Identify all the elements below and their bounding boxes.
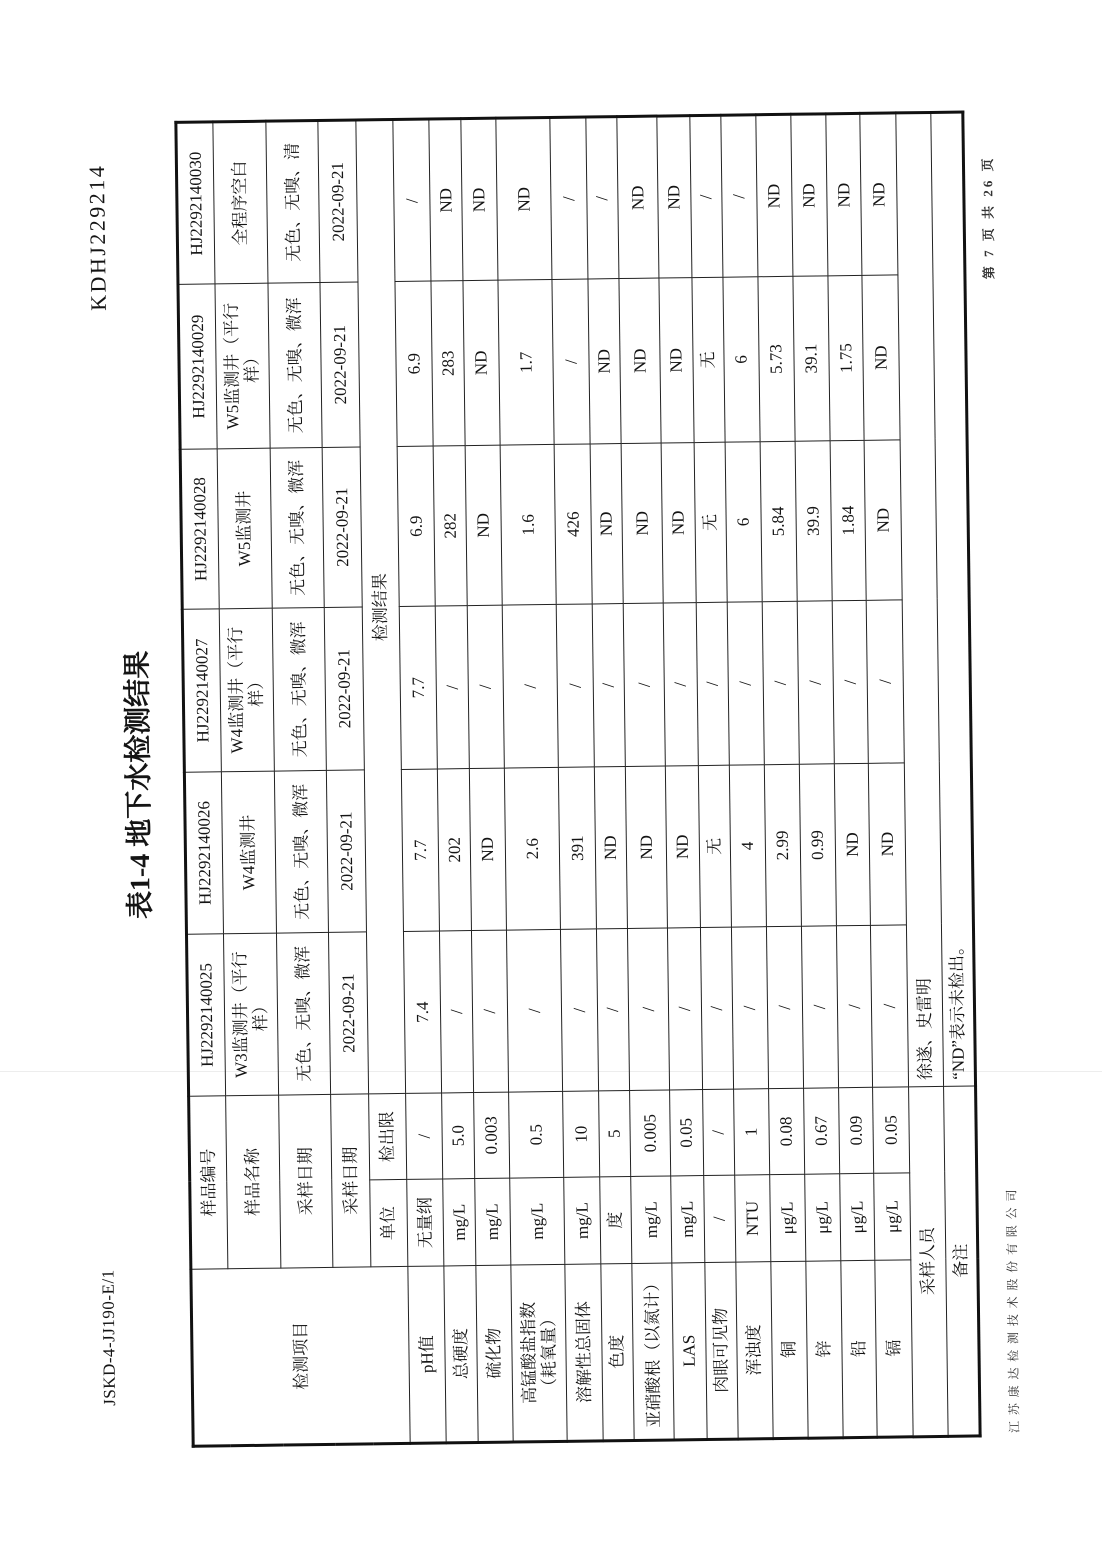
unit: mg/L — [671, 1176, 705, 1263]
result-value: / — [471, 930, 508, 1092]
detection-limit: 0.09 — [839, 1087, 874, 1173]
result-value: 无 — [694, 442, 727, 602]
result-value: / — [506, 929, 562, 1092]
result-value: 39.1 — [793, 276, 830, 441]
result-value: 2.6 — [504, 767, 560, 930]
sampler-label: 采样人员 — [909, 1086, 949, 1436]
result-value: 283 — [431, 281, 465, 446]
sampler-names: 徐遂、史雷明 — [896, 112, 944, 1086]
result-value: ND — [617, 116, 659, 279]
unit: μg/L — [840, 1173, 875, 1260]
result-value: 5.84 — [760, 441, 797, 601]
detection-limit: 10 — [563, 1091, 600, 1177]
result-value: ND — [588, 279, 621, 444]
item-name: 肉眼可见物 — [705, 1262, 738, 1439]
result-value: 0.99 — [799, 764, 836, 926]
sample-date: 2022-09-21 — [324, 607, 364, 770]
detection-limit: / — [703, 1089, 735, 1175]
result-value: / — [393, 119, 431, 281]
result-value: ND — [590, 444, 623, 604]
result-value: ND — [826, 113, 862, 275]
item-name: 铜 — [771, 1261, 808, 1438]
sample-id: HJ2292140027 — [182, 609, 221, 772]
result-value: 7.7 — [399, 606, 437, 769]
result-value: / — [596, 929, 629, 1091]
remark-text: “ND”表示未检出。 — [931, 112, 976, 1086]
result-value: / — [731, 927, 768, 1089]
result-value: 6.9 — [397, 446, 435, 606]
table-title: 表1-4 地下水检测结果 — [122, 650, 157, 920]
result-value: / — [560, 929, 598, 1091]
sample-state: 无色、无嗅、清 — [266, 120, 320, 283]
result-value: 2.99 — [764, 764, 801, 926]
sample-name: W5监测井 — [217, 448, 272, 609]
result-value: / — [439, 931, 473, 1093]
item-name: 色度 — [601, 1263, 634, 1440]
result-value: ND — [463, 280, 500, 445]
results-table — [174, 111, 981, 1448]
result-value: / — [866, 600, 904, 763]
unit: / — [704, 1175, 736, 1262]
result-value: / — [696, 602, 729, 765]
sample-date: 2022-09-21 — [328, 932, 368, 1094]
result-value: / — [700, 927, 733, 1089]
result-value: / — [762, 601, 799, 764]
result-value: / — [592, 604, 625, 767]
result-value: / — [435, 606, 469, 769]
detection-limit: 5.0 — [442, 1093, 475, 1179]
result-value: 6.9 — [395, 281, 433, 446]
sample-state: 无色、无嗅、微浑 — [272, 607, 326, 771]
result-value: 1.75 — [828, 275, 864, 440]
result-value: 无 — [698, 765, 731, 927]
label-sample-name: 样品名称 — [226, 1095, 281, 1269]
result-value: / — [552, 279, 590, 444]
label-sample-date: 采样日期 — [331, 1094, 371, 1267]
result-value: 391 — [558, 767, 596, 929]
result-value: / — [870, 925, 908, 1087]
item-name: 高锰酸盐指数 （耗氧量） — [511, 1264, 567, 1442]
result-value: / — [727, 602, 764, 765]
result-value: / — [502, 604, 558, 768]
result-value: ND — [834, 763, 870, 925]
company-name: 江苏康达检测技术股份有限公司 — [1004, 1183, 1022, 1434]
unit: NTU — [735, 1175, 771, 1262]
result-value: ND — [619, 278, 661, 444]
unit: mg/L — [631, 1176, 672, 1264]
result-value: ND — [594, 767, 627, 929]
result-value: ND — [791, 114, 828, 276]
result-value: / — [797, 601, 834, 764]
result-value: / — [556, 604, 594, 767]
unit: mg/L — [510, 1177, 565, 1265]
result-value: / — [663, 603, 698, 766]
limit-header: 检出限 — [369, 1093, 407, 1179]
unit: 无量纲 — [407, 1179, 444, 1266]
result-value: 6 — [725, 442, 762, 602]
detection-limit: 0.05 — [670, 1090, 704, 1176]
detection-limit: 0.003 — [474, 1092, 510, 1178]
sample-state: 无色、无嗅、微浑 — [274, 770, 328, 933]
sample-id: HJ2292140029 — [178, 284, 217, 449]
result-value: ND — [625, 766, 667, 929]
sample-state: 无色、无嗅、微浑 — [270, 447, 324, 608]
result-value: 7.4 — [403, 931, 441, 1093]
sample-id: HJ2292140028 — [180, 449, 219, 609]
result-value: / — [766, 926, 803, 1088]
result-value: 1.7 — [498, 279, 554, 445]
sample-date: 2022-09-21 — [318, 120, 358, 282]
result-value: 426 — [554, 444, 592, 604]
sample-date: 2022-09-21 — [326, 770, 366, 932]
document-code: JSKD-4-JJ190-E/1 — [98, 1269, 120, 1406]
result-value: / — [690, 115, 723, 277]
result-value: 7.7 — [401, 769, 439, 931]
sample-name: W4监测井 — [221, 771, 276, 934]
result-value: / — [721, 115, 758, 277]
corner-label: 检测项目 — [191, 1266, 410, 1446]
item-name: 溶解性总固体 — [565, 1264, 603, 1441]
unit: μg/L — [874, 1173, 911, 1260]
results-header: 检测结果 — [356, 120, 406, 1094]
result-value: ND — [469, 768, 506, 930]
result-value: 39.9 — [795, 441, 832, 601]
item-name: 硫化物 — [476, 1265, 513, 1442]
detection-limit: 0.005 — [630, 1090, 671, 1177]
unit-header: 单位 — [370, 1179, 408, 1266]
detection-limit: / — [406, 1093, 443, 1179]
sample-date: 2022-09-21 — [320, 282, 360, 447]
result-value: ND — [864, 440, 902, 600]
result-value: ND — [661, 443, 696, 603]
result-value: / — [801, 926, 838, 1088]
remark-label: 备注 — [944, 1086, 981, 1436]
detection-limit: 0.5 — [509, 1091, 564, 1178]
page-number: 第 7 页 共 26 页 — [979, 155, 997, 280]
result-value: ND — [621, 443, 663, 604]
sample-id: HJ2292140025 — [186, 934, 225, 1096]
result-value: ND — [659, 278, 694, 443]
item-name: 总硬度 — [444, 1266, 478, 1443]
report-number: KDHJ229214 — [83, 163, 111, 312]
label-sample-state: 采样日期 — [279, 1094, 333, 1268]
sample-state: 无色、无嗅、微浑 — [276, 932, 330, 1095]
result-value: 282 — [433, 446, 467, 606]
item-name: LAS — [672, 1263, 707, 1440]
sample-name: 全程序空白 — [213, 121, 268, 284]
result-value: 202 — [437, 769, 471, 931]
unit: μg/L — [770, 1174, 806, 1261]
result-value: 1.6 — [500, 444, 556, 605]
result-value: ND — [496, 117, 552, 280]
result-value: / — [667, 928, 702, 1090]
result-value: ND — [657, 116, 692, 278]
result-value: ND — [860, 113, 898, 275]
item-name: 锌 — [806, 1261, 843, 1438]
result-value: / — [623, 603, 665, 767]
result-value: ND — [862, 275, 900, 440]
sample-name: W4监测井（平行 样） — [219, 608, 274, 772]
detection-limit: 5 — [599, 1090, 631, 1176]
result-value: / — [627, 928, 669, 1091]
detection-limit: 0.05 — [873, 1087, 910, 1173]
sample-id: HJ2292140026 — [184, 772, 223, 934]
item-name: 镉 — [875, 1260, 913, 1437]
item-name: pH值 — [408, 1266, 446, 1443]
label-sample-id: 样品编号 — [189, 1096, 228, 1269]
result-value: 无 — [692, 277, 725, 442]
item-name: 亚硝酸根（以氮计） — [632, 1263, 674, 1441]
result-value: / — [467, 605, 504, 768]
result-value: ND — [756, 114, 793, 276]
result-value: / — [586, 117, 619, 279]
unit: μg/L — [805, 1174, 841, 1261]
unit: mg/L — [475, 1178, 511, 1265]
sample-state: 无色、无嗅、微浑 — [268, 282, 322, 448]
result-value: ND — [868, 763, 906, 925]
detection-limit: 0.67 — [804, 1088, 840, 1174]
sample-name: W5监测井（平行 样） — [215, 283, 270, 449]
result-value: 1.84 — [830, 440, 866, 600]
item-name: 铅 — [841, 1260, 877, 1437]
unit: mg/L — [564, 1177, 601, 1264]
result-value: ND — [465, 445, 502, 605]
item-name: 浑浊度 — [736, 1262, 773, 1439]
sample-id: HJ2292140030 — [176, 122, 215, 284]
result-value: 4 — [729, 765, 766, 927]
result-value: ND — [429, 119, 463, 281]
result-value: ND — [461, 118, 498, 280]
result-value: ND — [665, 766, 700, 928]
result-value: 6 — [723, 277, 760, 442]
unit: 度 — [600, 1176, 632, 1263]
result-value: / — [836, 925, 872, 1087]
detection-limit: 1 — [734, 1089, 770, 1175]
detection-limit: 0.08 — [769, 1088, 805, 1174]
unit: mg/L — [443, 1179, 476, 1266]
sample-name: W3监测井（平行 样） — [223, 933, 278, 1096]
result-value: 5.73 — [758, 276, 795, 441]
sample-date: 2022-09-21 — [322, 447, 362, 607]
result-value: / — [832, 600, 868, 763]
result-value: / — [550, 117, 588, 279]
